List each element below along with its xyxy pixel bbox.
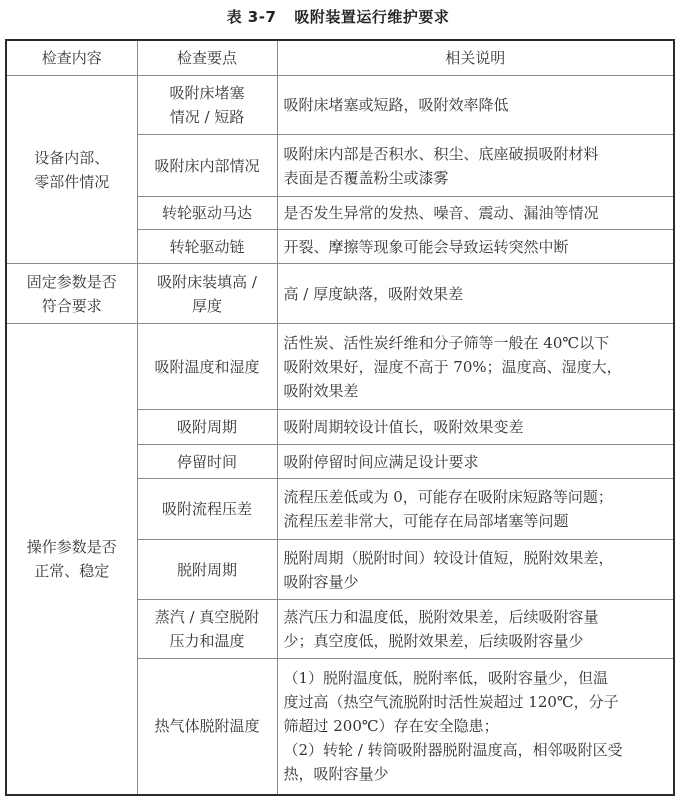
description-cell [277, 264, 674, 324]
point-line: 吸附温度和湿度 [154, 357, 260, 376]
check-point-cell [137, 410, 277, 445]
table-number: 表 3-7 [226, 8, 277, 26]
desc-line: 蒸汽压力和温度低，脱附效果差，后续吸附容量 [283, 608, 599, 626]
description-cell [277, 230, 674, 264]
point-line: 吸附床内部情况 [154, 156, 260, 175]
point-line: 吸附流程压差 [161, 500, 252, 518]
category-line: 零部件情况 [34, 172, 110, 191]
category-cell [6, 264, 137, 324]
desc-line: 吸附周期较设计值长，吸附效果变差 [283, 418, 524, 436]
desc-line: 吸附效果好，湿度不高于 70%；温度高、湿度大， [283, 357, 622, 376]
check-point-cell [137, 230, 277, 264]
desc-line: 吸附容量少 [283, 572, 359, 591]
table-row [6, 264, 674, 324]
desc-line: 筛超过 200℃）存在安全隐患； [283, 717, 499, 736]
table-row [6, 76, 674, 135]
desc-line: 少；真空度低，脱附效果差，后续吸附容量少 [283, 632, 584, 650]
desc-line: 热，吸附容量少 [283, 765, 389, 784]
category-line: 设备内部、 [34, 148, 110, 167]
desc-line: 是否发生异常的发热、噪音、震动、漏油等情况 [283, 204, 599, 222]
point-line: 蒸汽 / 真空脱附 [154, 608, 260, 626]
description-cell [277, 197, 674, 230]
check-point-cell [137, 600, 277, 659]
point-line: 厚度 [191, 296, 222, 315]
table-title: 吸附装置运行维护要求 [294, 8, 450, 26]
point-line: 脱附周期 [176, 560, 237, 579]
point-line: 压力和温度 [169, 632, 245, 650]
header-row [6, 40, 674, 76]
header-check-content: 检查内容 [6, 40, 137, 76]
point-line: 吸附床装填高 / [157, 272, 257, 291]
desc-line: （2）转轮 / 转筒吸附器脱附温度高，相邻吸附区受 [283, 741, 623, 760]
check-point-cell [137, 659, 277, 795]
check-point-cell [137, 264, 277, 324]
header-description: 相关说明 [277, 40, 674, 76]
desc-line: 流程压差非常大，可能存在局部堵塞等问题 [283, 512, 569, 530]
category-line: 符合要求 [41, 296, 102, 315]
category-line: 操作参数是否 [26, 537, 117, 556]
desc-line: 度过高（热空气流脱附时活性炭超过 120℃，分子 [283, 693, 619, 712]
check-point-cell [137, 479, 277, 540]
description-cell [277, 324, 674, 410]
desc-line: 吸附停留时间应满足设计要求 [283, 452, 479, 471]
point-line: 转轮驱动链 [169, 237, 245, 256]
check-point-cell [137, 76, 277, 135]
check-point-cell [137, 324, 277, 410]
point-line: 吸附床堵塞 [169, 84, 245, 102]
description-cell [277, 76, 674, 135]
header-check-point: 检查要点 [137, 40, 277, 76]
desc-line: 流程压差低或为 0，可能存在吸附床短路等问题； [283, 488, 613, 506]
desc-line: 表面是否覆盖粉尘或漆雾 [283, 168, 449, 187]
description-cell [277, 600, 674, 659]
check-point-cell [137, 540, 277, 600]
desc-line: 吸附效果差 [283, 381, 359, 400]
point-line: 吸附周期 [176, 418, 237, 436]
desc-line: 吸附床内部是否积水、积尘、底座破损吸附材料 [283, 144, 599, 163]
desc-line: 吸附床堵塞或短路，吸附效率降低 [283, 96, 509, 114]
desc-line: （1）脱附温度低，脱附率低，吸附容量少，但温 [283, 669, 609, 688]
desc-line: 脱附周期（脱附时间）较设计值短，脱附效果差， [283, 548, 614, 567]
table-caption [0, 6, 676, 27]
desc-line: 高 / 厚度缺落，吸附效果差 [283, 284, 464, 303]
description-cell [277, 659, 674, 795]
maintenance-requirements-table [5, 39, 675, 796]
check-point-cell [137, 135, 277, 197]
category-cell [6, 324, 137, 795]
description-cell [277, 135, 674, 197]
desc-line: 活性炭、活性炭纤维和分子筛等一般在 40℃以下 [283, 333, 610, 352]
description-cell [277, 479, 674, 540]
description-cell [277, 445, 674, 479]
desc-line: 开裂、摩擦等现象可能会导致运转突然中断 [283, 237, 569, 256]
description-cell [277, 410, 674, 445]
category-line: 正常、稳定 [34, 561, 110, 580]
check-point-cell [137, 445, 277, 479]
category-cell [6, 76, 137, 264]
category-line: 固定参数是否 [26, 272, 117, 291]
point-line: 情况 / 短路 [169, 108, 245, 126]
check-point-cell [137, 197, 277, 230]
point-line: 停留时间 [176, 452, 237, 471]
point-line: 转轮驱动马达 [161, 204, 252, 222]
table-row [6, 324, 674, 410]
point-line: 热气体脱附温度 [154, 717, 260, 736]
description-cell [277, 540, 674, 600]
